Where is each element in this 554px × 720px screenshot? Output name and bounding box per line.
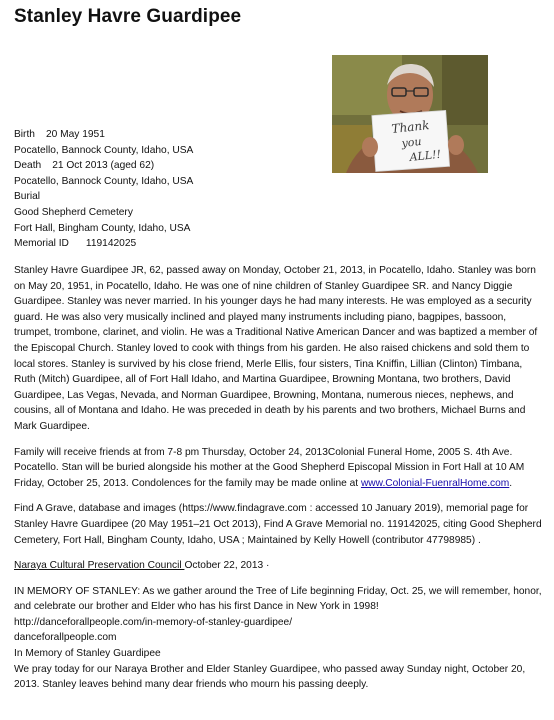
service-text: Family will receive friends at from 7-8 pm Thursday, October 24, 2013Colonial Funeral Home, 2005 S. 4th Ave. Pocatello. Stan will be buried alongside his mother at the Good Shepherd Episcopal Mission in Fort Hall at 10 AM Friday, October 25, 2013. Condolences for the family may be made online at	[14, 446, 525, 489]
death-place: Pocatello, Bannock County, Idaho, USA	[14, 175, 194, 187]
sign-text-line2: you	[400, 134, 423, 150]
burial-place: Fort Hall, Bingham County, Idaho, USA	[14, 222, 191, 234]
memorial-photo	[332, 55, 488, 173]
birth-place: Pocatello, Bannock County, Idaho, USA	[14, 144, 194, 156]
citation-paragraph: Find A Grave, database and images (https://www.findagrave.com : accessed 10 January 2019), memorial page for Stanley Havre Guardipee (20 May 1951–21 Oct 2013), Find A Grave Memorial no. 119142025, citing Good Shepherd Cemetery, Fort Hall, Bingham County, Idaho, USA ; Maintained by Kelly Howell (contributor 47798985) .	[14, 503, 542, 546]
death-row	[14, 158, 314, 174]
birth-label: Birth	[14, 129, 35, 140]
post-url[interactable]: http://danceforallpeople.com/in-memory-of-stanley-guardipee/	[14, 616, 293, 628]
obituary-paragraph: Stanley Havre Guardipee JR, 62, passed away on Monday, October 21, 2013, in Pocatello, Idaho. Stanley was born on May 20, 1951, in Pocatello, Idaho. He was one of nine children of Stanley Guardipee SR. and Nancy Diggie Guardipee. Stanley was never married. In his younger days he had many interests. He was employed as a security guard. He was also very musically inclined and played many instruments including piano, bagpipes, bassoon, trumpet, trombone, clarinet, and violin. He was a Traditional Native American Dancer and was baptized a member of the Episcopal Church. Stanley loved to cook with things from his garden. He also raised chickens and sold them to local stores. Stanley is survived by his close friend, Merle Ellis, four sisters, Tina Kniffin, Lillian (Clinton) Timbana, Ruth (Mitch) Guardipee, all of Fort Hall Idaho, and Martina Guardipee, Browning Montana, two brothers, David Guardipee, Las Vegas, Nevada, and Norman Guardipee, Browning, Montana, numerous nieces, nephews, and cousins, all of Montana and Idaho. He was preceded in death by his parents and two brothers, Michael Burns and Mark Guardipee.	[14, 265, 538, 432]
page-title: Stanley Havre Guardipee	[14, 6, 242, 27]
service-paragraph	[14, 445, 542, 492]
post-site[interactable]: danceforallpeople.com	[14, 632, 117, 644]
memorial-id-row	[14, 236, 314, 252]
cemetery-name: Good Shepherd Cemetery	[14, 206, 133, 218]
council-link[interactable]: Naraya Cultural Preservation Council	[14, 560, 185, 572]
sign-text-line3: ALL!!	[408, 147, 442, 164]
memorial-id-label: Memorial ID	[14, 238, 69, 250]
funeral-home-link[interactable]: www.Colonial-FuenralHome.com	[360, 477, 510, 489]
post-date: October 22, 2013 ·	[184, 560, 270, 572]
post-header	[14, 558, 542, 574]
post-heading: In Memory of Stanley Guardipee	[14, 648, 161, 660]
post-body	[14, 584, 542, 693]
sign-text-line1: Thank	[390, 118, 430, 136]
death-label: Death	[14, 160, 42, 172]
photo-illustration	[332, 55, 488, 173]
birth-date: 20 May 1951	[45, 129, 105, 140]
memorial-body	[14, 263, 542, 693]
vital-facts	[14, 127, 314, 252]
burial-label: Burial	[14, 191, 41, 203]
death-date: 21 Oct 2013 (aged 62)	[52, 160, 155, 172]
post-paragraph-1: IN MEMORY OF STANLEY: As we gather around the Tree of Life beginning Friday, Oct. 25, we will remember, honor, and celebrate our brother and Elder who has his first Dance in New York in 1998!	[14, 585, 542, 613]
birth-row	[14, 127, 314, 143]
service-end: .	[509, 477, 513, 489]
memorial-id-value: 119142025	[85, 238, 137, 250]
post-paragraph-2: We pray today for our Naraya Brother and Elder Stanley Guardipee, who passed away Sunday night, October 20, 2013. Stanley leaves behind many dear friends who mourn his passing deeply.	[14, 663, 526, 691]
